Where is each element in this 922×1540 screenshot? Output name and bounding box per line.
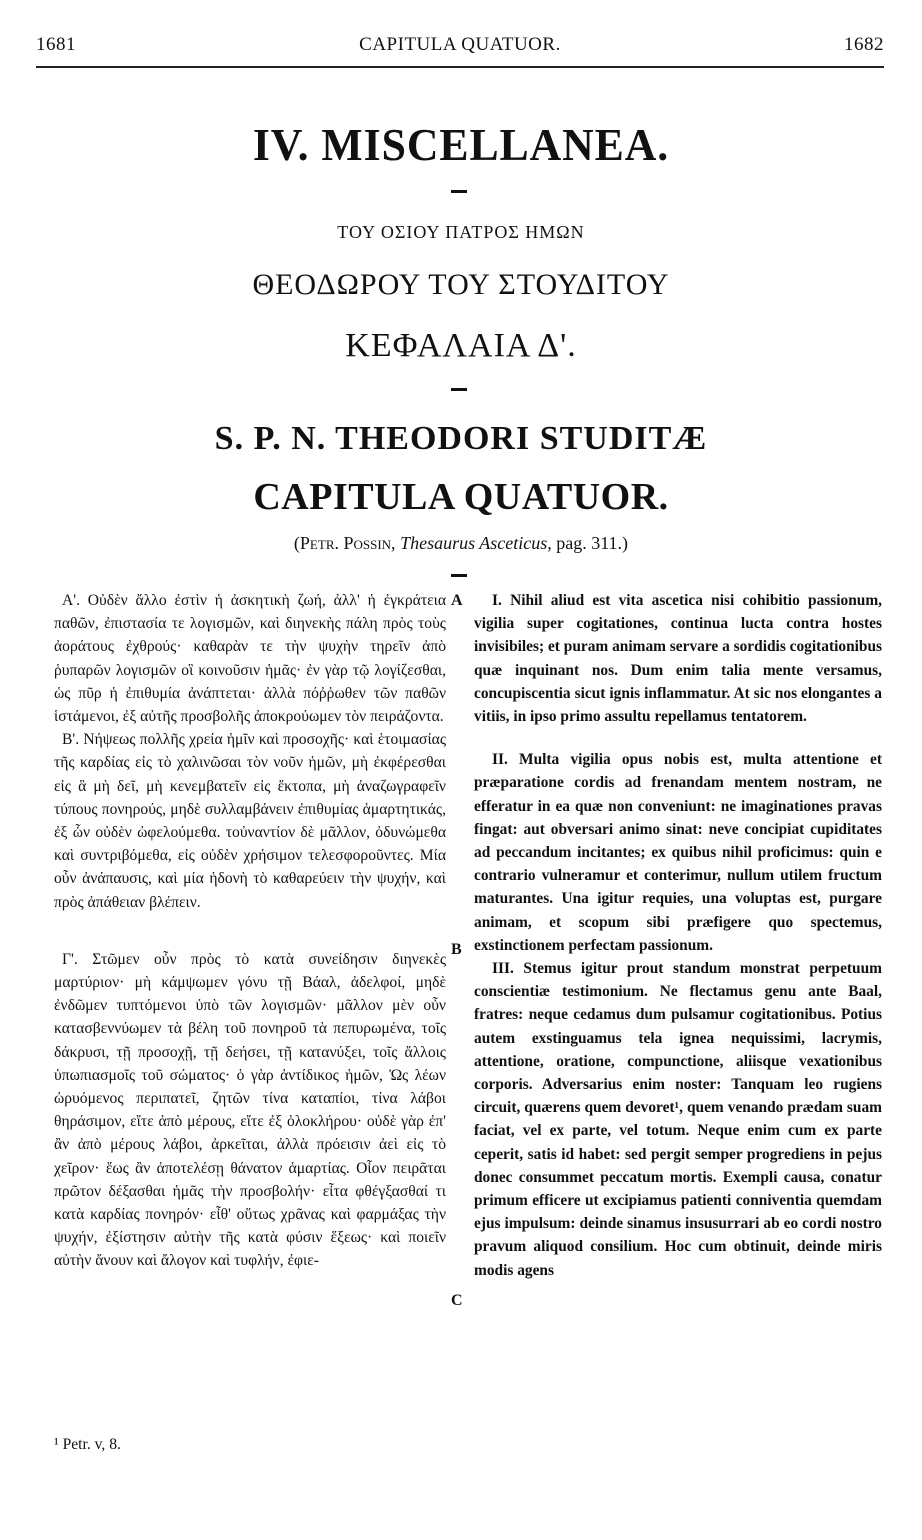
footnote: ¹ Petr. v, 8. [54,1436,121,1453]
greek-chapter-1: Α'. Οὐδὲν ἄλλο ἐστὶν ἡ ἀσκητικὴ ζωή, ἀλλ' ἡ ἐγκράτεια παθῶν, ἐπιστασία τε λογισμῶν, καὶ διηνεκὴς πάλη πρὸς τοὺς ἀοράτους ἐχθρούς· καθαρὰν τε τὴν ψυχὴν τηρεῖν ἀπὸ ῥυπαρῶν λογισμῶν οἳ κοινοῦσιν ἡμᾶς· ἐν γὰρ τῷ λογίζεσθαι, ὡς πῦρ ἡ ἐπιθυμία ἀνάπτεται· ἀλλὰ πόῤῥωθεν τῶν παθῶν ἱστάμενοι, ἐξ αὐτῆς προσβολῆς ἀποκρούωμεν τὸν πειράζοντα. [54,592,446,726]
latin-text-column [474,589,882,1282]
right-page-number: 1682 [844,34,884,55]
greek-title-line-2: ΘΕΟΔΩΡΟΥ ΤΟΥ ΣΤΟΥΔΙΤΟΥ [252,268,670,301]
latin-title-line-1: S. P. N. THEODORI STUDITÆ [214,420,708,457]
running-title: CAPITULA QUATUOR. [359,34,561,55]
citation-open-paren: ( [293,533,300,553]
citation-work: Thesaurus Asceticus, [400,533,552,553]
citation-page: pag. 311.) [556,533,629,553]
title-dash [451,190,467,193]
citation-author: Petr. Possin, [299,533,396,553]
title-dash [451,574,467,577]
greek-title-line-1: ΤΟΥ ΟΣΙΟΥ ΠΑΤΡΟΣ ΗΜΩΝ [337,222,585,242]
left-page-number: 1681 [36,34,76,55]
header-rule [36,66,884,68]
margin-marker-a: A [451,592,463,609]
margin-marker-b: B [451,941,462,958]
greek-chapter-2: Β'. Νήψεως πολλῆς χρεία ἡμῖν καὶ προσοχῆς· καὶ ἑτοιμασίας τῆς καρδίας εἰς τὸ χαλινῶσαι τὸν νοῦν ἡμῶν, μὴ ἐκφέρεσθαι εἰς ἃ μὴ δεῖ, μὴ κενεμβατεῖν εἰς ἔκτοπα, μὴ ἀναζωγραφεῖν τύπους πονηρούς, μηδὲ συλλαμβάνειν ἐπιθυμίας ἁμαρτητικάς, ἐξ ὧν οὐδὲν ὠφελούμεθα. τοὐναντίον δὲ μᾶλλον, ὀδυνώμεθα καὶ συντριβόμεθα, εἰς οὐδὲν χρήσιμον τελεσφοροῦντες. Μία οὖν ἀνάπαυσις, καὶ μία ἡδονὴ τὸ καθαρεύειν τὴν ψυχήν, καὶ πρὸς ἀπάθειαν βλέπειν. [54,731,446,911]
greek-title-line-3: ΚΕΦΑΛΑΙΑ Δ'. [345,327,577,364]
running-head [36,34,884,60]
margin-marker-c: C [451,1292,463,1309]
latin-chapter-3: III. Stemus igitur prout standum monstrat perpetuum conscientiæ testimonium. Ne flectamus genu ante Baal, fratres: neque cedamus dum pulsamur cogitationibus. Potius autem exstinguamus tela ignea nequissimi, lacrymis, attentione, oratione, compunctione, aliisque vexationibus corporis. Adversarius enim noster: Tanquam leo rugiens circuit, quærens quem devoret¹, quem venando prædam suam faciat, vel ex parte, vel totum. Neque enim cum ex parte ceperit, satis id habet: sed pergit semper progrediens in pejus donec consummet peccatum mortis. Exempli causa, conatur primum efficere ut excipiamus patienti conniventia quemdam ejus impulsum: deinde sinamus insusurrari ab eo cordi nostro pravum aliquod consilium. Hoc cum obtinuit, deinde miris modis agens [474,960,882,1279]
section-title: IV. MISCELLANEA. [252,119,670,170]
source-citation [0,533,922,554]
latin-chapter-1: I. Nihil aliud est vita ascetica nisi cohibitio passionum, vigilia super cogitationes, continua lucta contra hostes invisibiles; et puram animam servare a sordidis cogitationibus quæ inquinant nos. Dum enim talia mente versamus, concupiscentia sicut ignis inflammatur. At sic nos elongantes a vitiis, in ipso primo assultu repellamus tentatorem. [474,592,883,726]
greek-chapter-3: Γ'. Στῶμεν οὖν πρὸς τὸ κατὰ συνείδησιν διηνεκὲς μαρτύριον· μὴ κάμψωμεν γόνυ τῇ Βάαλ, ἀδελφοί, μηδὲ ἐνδῶμεν τυπτόμενοι ὑπὸ τῶν λογισμῶν· μᾶλλον μὲν οὖν κατασβεννύωμεν τὰ βέλη τοῦ πονηροῦ τὰ πεπυρωμένα, τοῖς δάκρυσι, τῇ προσοχῇ, τῇ δεήσει, τῇ κατανύξει, τοῖς ἄλλοις ὑπωπιασμοῖς τοῦ σώματος· ὁ γὰρ ἀντίδικος ἡμῶν, Ὡς λέων ὠρυόμενος περιπατεῖ, ζητῶν τίνα καταπίοι, τίνα λάβοι θηράσιμον, εἴτε ἀπὸ μέρους, εἴτε ἐξ ὁλοκλήρου· οὐδὲ γὰρ ἐπ' ἂν ἀπὸ μέρους λάβοι, ἀρκεῖται, ἀλλὰ πρόεισιν ἀεὶ εἰς τὸ χεῖρον· ἕως ἂν ἀποτελέσῃ θάνατον ἁμαρτίας. Οἷον πειρᾶται πρῶτον δέξασθαι ἡμᾶς τὴν προσβολήν· εἶτα φθέγξασθαί τι κατὰ καρδίας πονηρόν· εἶθ' οὕτως χρᾶνας καὶ φαρμάξας τὴν ψυχήν, ἐξίστησιν αὐτὴν τῆς κατὰ φύσιν ἕξεως· καὶ ποιεῖν αὐτὴν ἄνουν καὶ ἄλογον καὶ τυφλήν, ἐφιε- [54,950,446,1270]
title-dash [451,388,467,391]
latin-title-line-2: CAPITULA QUATUOR. [253,476,669,518]
latin-chapter-2: II. Multa vigilia opus nobis est, multa attentione et præparatione cordis ad frenandam mentem nostram, ne efferatur in ea quæ non conveniunt: ne imaginationes pravas fingat: aut obversari animo sinat: neve concipiat cupiditates ad peccandum incitantes; ex quibus nihil proficimus: quin e contrario vulneramur et conterimur, nullum utilem fructum maturantes. Una igitur requies, una voluptas est, purgare animam, et scopum sibi præfigere quo spectemus, exstinctionem perfectam passionum. [474,751,882,954]
greek-text-column [54,589,446,1273]
